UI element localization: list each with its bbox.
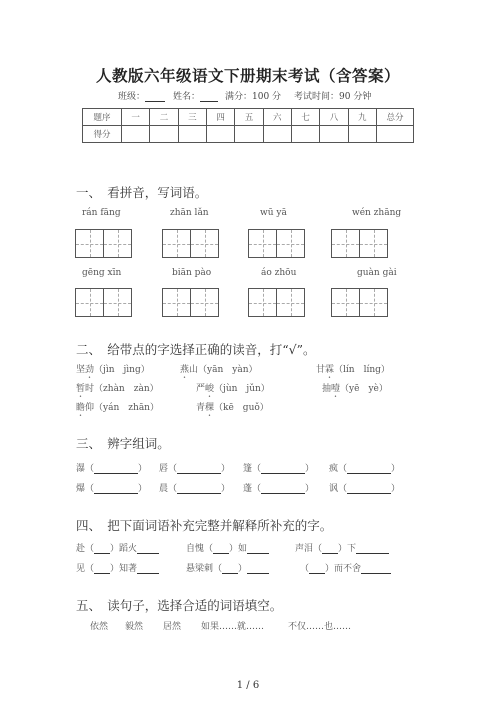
header-cell: 六 xyxy=(263,109,291,126)
section-1-title: 一、 看拼音，写词语。 xyxy=(76,185,208,200)
reading-item[interactable]: 抽噎（yē yè） xyxy=(322,384,388,394)
pinyin-label: biān pào xyxy=(172,268,212,278)
score-cell[interactable] xyxy=(320,126,348,143)
row-label-cell: 得分 xyxy=(83,126,122,143)
header-cell: 九 xyxy=(348,109,376,126)
score-cell[interactable] xyxy=(377,126,414,143)
word-option: 依然 xyxy=(90,622,109,632)
reading-item[interactable]: 暂时（zhàn zàn） xyxy=(76,384,159,394)
pinyin-label: guàn gài xyxy=(357,268,397,278)
score-table-header-row xyxy=(83,109,414,126)
idiom-blank[interactable]: 自愧（ ）如 xyxy=(186,541,269,554)
idiom-blank[interactable]: 声泪（ ）下 xyxy=(295,541,389,554)
full-score-label: 满分：100 分 xyxy=(225,92,282,102)
idiom-blank[interactable]: 见（ ）知著 xyxy=(76,561,159,574)
score-cell[interactable] xyxy=(178,126,206,143)
score-cell[interactable] xyxy=(206,126,234,143)
pinyin-label: áo zhōu xyxy=(261,268,297,278)
word-blank[interactable]: 蓬（ ） xyxy=(243,484,315,494)
score-cell[interactable] xyxy=(150,126,178,143)
reading-item[interactable]: 瞻仰（yán zhān） xyxy=(76,403,159,413)
idiom-blank[interactable]: 赴（ ）蹈火 xyxy=(76,541,159,554)
score-cell[interactable] xyxy=(291,126,319,143)
word-blank[interactable]: 讽（ ） xyxy=(329,484,401,494)
score-cell[interactable] xyxy=(263,126,291,143)
header-cell: 七 xyxy=(291,109,319,126)
section-5-title: 五、 读句子，选择合适的词语填空。 xyxy=(76,598,283,613)
section-3-title: 三、 辨字组词。 xyxy=(76,436,170,451)
pinyin-label: rán fāng xyxy=(82,208,121,218)
score-table xyxy=(82,108,414,143)
name-field: 姓名： xyxy=(173,89,218,102)
idiom-blank[interactable]: 悬梁刺（ ） xyxy=(186,561,269,574)
word-blank[interactable]: 瀑（ ） xyxy=(76,464,148,474)
word-option: 不仅……也…… xyxy=(288,622,352,632)
word-option: 毅然 xyxy=(125,622,144,632)
class-field: 班级： xyxy=(118,89,165,102)
score-table-score-row xyxy=(83,126,414,143)
header-cell: 五 xyxy=(235,109,263,126)
header-cell: 一 xyxy=(122,109,150,126)
word-option: 居然 xyxy=(163,622,182,632)
header-cell: 八 xyxy=(320,109,348,126)
idiom-blank[interactable]: （ ）而不舍 xyxy=(300,561,391,574)
header-cell: 四 xyxy=(206,109,234,126)
header-cell: 二 xyxy=(150,109,178,126)
header-cell: 三 xyxy=(178,109,206,126)
score-cell[interactable] xyxy=(235,126,263,143)
section-4-title: 四、 把下面词语补充完整并解释所补充的字。 xyxy=(76,518,333,533)
word-option: 如果……就…… xyxy=(201,622,265,632)
reading-item[interactable]: 青稞（kē guǒ） xyxy=(196,403,269,413)
reading-item[interactable]: 严峻（jùn jǔn） xyxy=(196,384,270,394)
page-number: 1 / 6 xyxy=(236,680,260,691)
section-2-title: 二、 给带点的字选择正确的读音，打“√”。 xyxy=(76,342,316,357)
page-title: 人教版六年级语文下册期末考试（含答案） xyxy=(95,67,400,85)
score-cell[interactable] xyxy=(348,126,376,143)
pinyin-label: wū yā xyxy=(260,208,287,218)
pinyin-label: wén zhāng xyxy=(352,208,402,218)
header-cell: 题序 xyxy=(83,109,122,126)
word-blank[interactable]: 疯（ ） xyxy=(329,464,401,474)
reading-item[interactable]: 燕山（yān yàn） xyxy=(180,365,258,375)
header-cell: 总分 xyxy=(377,109,414,126)
score-cell[interactable] xyxy=(122,126,150,143)
word-blank[interactable]: 爆（ ） xyxy=(76,484,148,494)
pinyin-label: zhān lǎn xyxy=(170,208,209,218)
reading-item[interactable]: 甘霖（lín líng） xyxy=(316,365,390,375)
word-blank[interactable]: 晨（ ） xyxy=(159,484,231,494)
word-blank[interactable]: 唇（ ） xyxy=(159,464,231,474)
time-label: 考试时间：90 分钟 xyxy=(294,92,372,102)
pinyin-label: gēng xīn xyxy=(82,268,122,278)
word-blank[interactable]: 篷（ ） xyxy=(243,464,315,474)
reading-item[interactable]: 坚劲（jìn jìng） xyxy=(76,365,150,375)
